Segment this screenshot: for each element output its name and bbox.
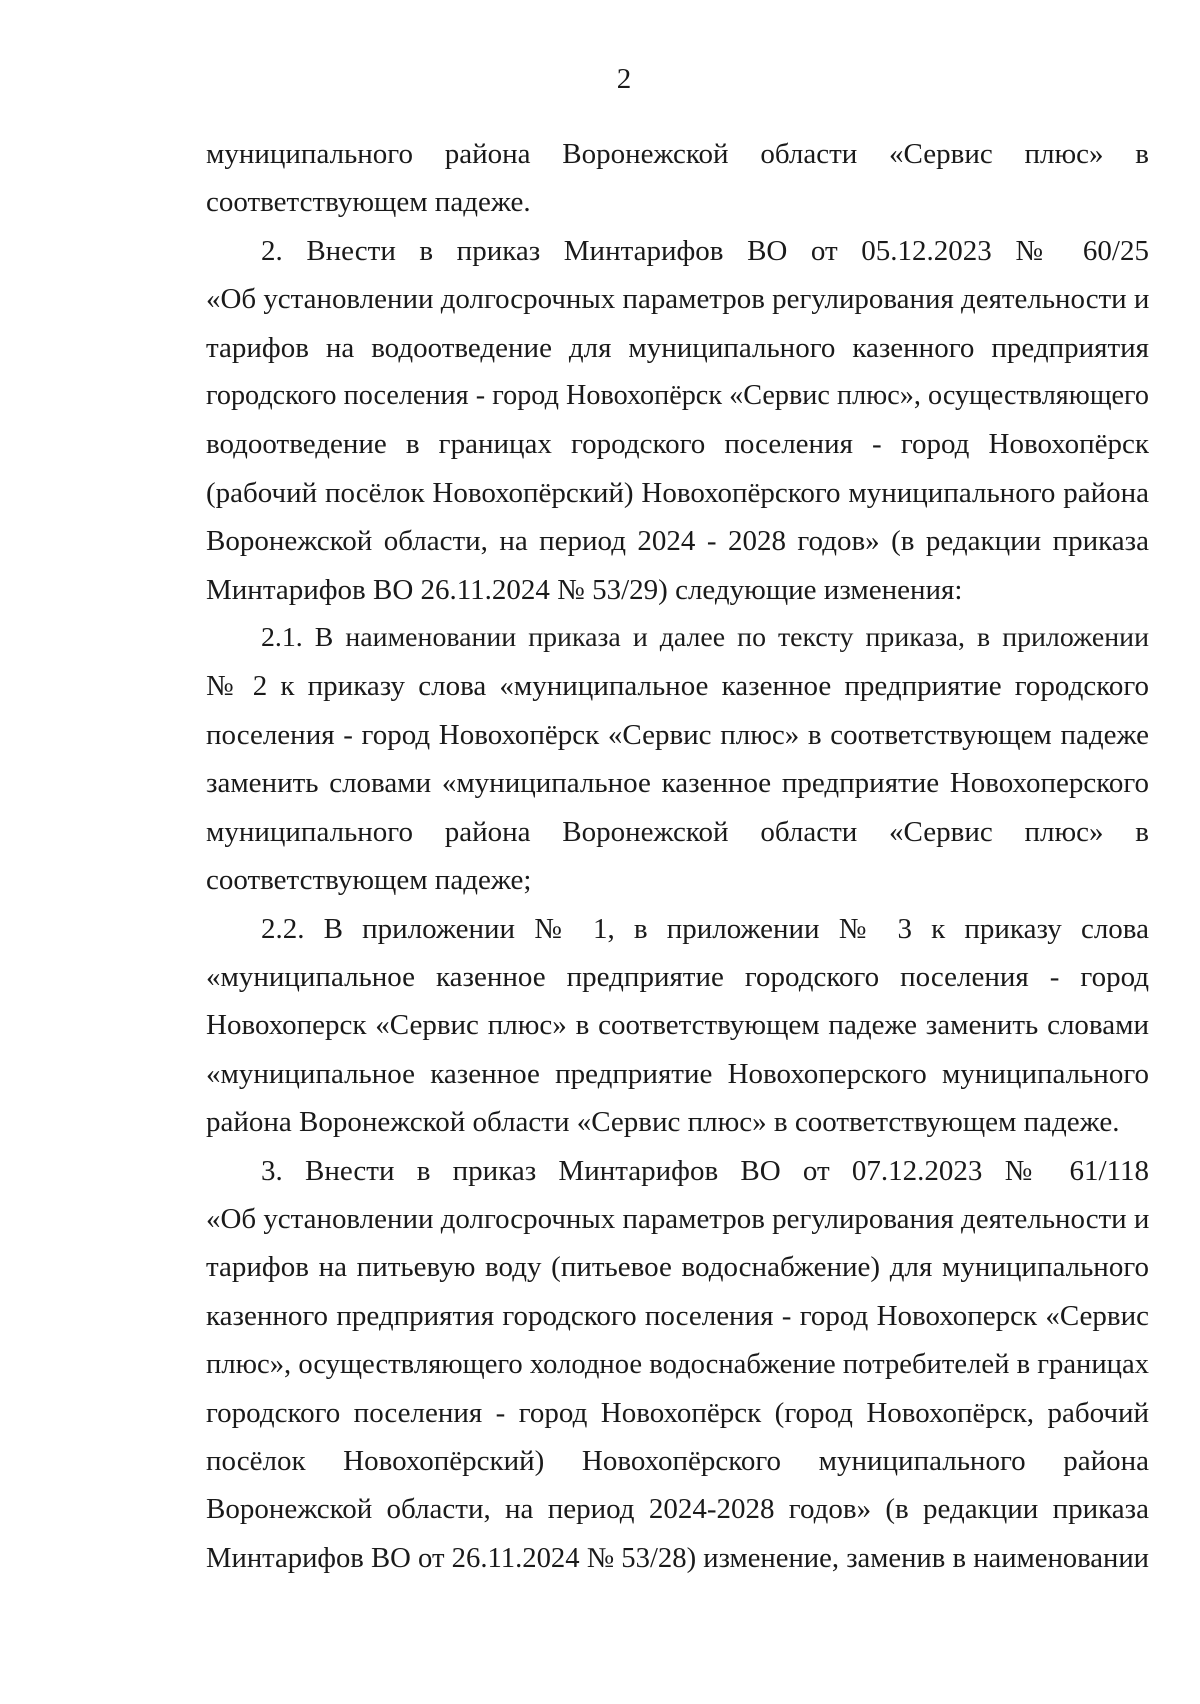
text-line: водоотведение в границах городского поселения - город Новохопёрск xyxy=(206,428,1149,461)
text-line: 2.1. В наименовании приказа и далее по тексту приказа, в приложении xyxy=(261,622,1149,654)
text-line: поселения - город Новохопёрск «Сервис плюс» в соответствующем падеже xyxy=(206,718,1149,751)
text-line: соответствующем падеже; xyxy=(206,864,532,897)
paragraph-continuation xyxy=(206,130,1149,227)
paragraph-item-2 xyxy=(206,227,1149,614)
paragraph-item-2-2 xyxy=(206,905,1149,1147)
text-line: городского поселения - город Новохопёрск «Сервис плюс», осуществляющего xyxy=(206,380,1149,412)
text-line: 2. Внести в приказ Минтарифов ВО от 05.12.2023 № 60/25 xyxy=(261,234,1149,267)
paragraph-item-3 xyxy=(206,1147,1149,1583)
text-line: «муниципальное казенное предприятие городского поселения - город xyxy=(206,960,1149,993)
text-line: Минтарифов ВО 26.11.2024 № 53/29) следующие изменения: xyxy=(206,573,963,606)
text-line: 3. Внести в приказ Минтарифов ВО от 07.12.2023 № 61/118 xyxy=(261,1154,1149,1187)
text-line: «Об установлении долгосрочных параметров регулирования деятельности и xyxy=(206,283,1150,316)
text-line: Воронежской области, на период 2024-2028 годов» (в редакции приказа xyxy=(206,1493,1149,1526)
page-number: 2 xyxy=(616,63,632,95)
text-line: муниципального района Воронежской области «Сервис плюс» в xyxy=(206,815,1149,848)
text-line: № 2 к приказу слова «муниципальное казенное предприятие городского xyxy=(206,670,1149,703)
paragraph-item-2-1 xyxy=(206,614,1149,904)
text-line: «Об установлении долгосрочных параметров регулирования деятельности и xyxy=(206,1202,1150,1235)
text-line: 2.2. В приложении № 1, в приложении № 3 к приказу слова xyxy=(261,912,1149,945)
text-line: тарифов на питьевую воду (питьевое водоснабжение) для муниципального xyxy=(206,1251,1149,1284)
text-line: Новохоперск «Сервис плюс» в соответствующем падеже заменить словами xyxy=(206,1009,1149,1042)
text-line: казенного предприятия городского поселения - город Новохоперск «Сервис xyxy=(206,1299,1149,1332)
text-line: соответствующем падеже. xyxy=(206,186,531,219)
text-line: тарифов на водоотведение для муниципального казенного предприятия xyxy=(206,331,1149,364)
text-line: плюс», осуществляющего холодное водоснабжение потребителей в границах xyxy=(206,1348,1149,1381)
text-line: Минтарифов ВО от 26.11.2024 № 53/28) изменение, заменив в наименовании xyxy=(206,1541,1149,1574)
text-line: (рабочий посёлок Новохопёрский) Новохопёрского муниципального района xyxy=(206,476,1149,509)
text-line: городского поселения - город Новохопёрск (город Новохопёрск, рабочий xyxy=(206,1396,1149,1429)
document-body xyxy=(206,130,1149,1582)
text-line: муниципального района Воронежской области «Сервис плюс» в xyxy=(206,138,1149,170)
text-line: района Воронежской области «Сервис плюс» в соответствующем падеже. xyxy=(206,1106,1120,1139)
text-line: «муниципальное казенное предприятие Новохоперского муниципального xyxy=(206,1057,1149,1090)
text-line: Воронежской области, на период 2024 - 2028 годов» (в редакции приказа xyxy=(206,525,1149,558)
text-line: посёлок Новохопёрский) Новохопёрского муниципального района xyxy=(206,1444,1149,1477)
text-line: заменить словами «муниципальное казенное предприятие Новохоперского xyxy=(206,767,1149,800)
